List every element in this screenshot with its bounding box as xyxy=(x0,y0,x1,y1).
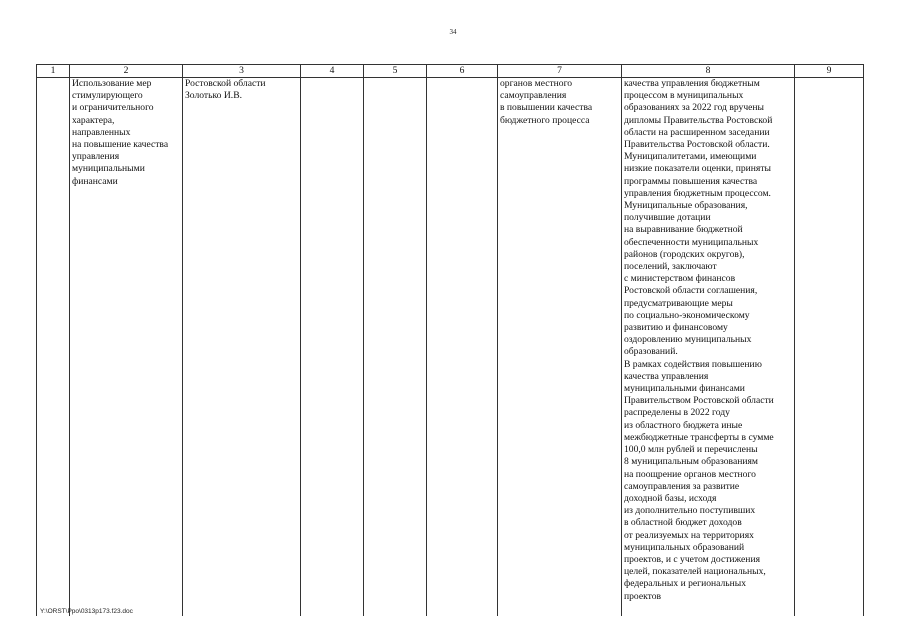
text-line: Использование мер xyxy=(72,78,152,89)
report-table xyxy=(36,64,864,616)
text-line: управления xyxy=(72,151,120,163)
text-line: органов местного xyxy=(500,78,573,89)
text-line: муниципальных образований xyxy=(624,541,745,553)
text-line: обеспеченности муниципальных xyxy=(624,236,759,248)
text-line: получившие дотации xyxy=(624,212,711,224)
text-line: из дополнительно поступивших xyxy=(624,505,756,517)
text-line: качества управления бюджетным xyxy=(624,78,760,89)
cell-implementation-info xyxy=(622,78,795,617)
text-line: поселений, заключают xyxy=(624,261,717,273)
text-line: в повышении качества xyxy=(500,102,593,114)
text-line: на повышение качества xyxy=(72,139,169,151)
text-line: оздоровлению муниципальных xyxy=(624,334,752,346)
column-number-6: 6 xyxy=(427,65,498,78)
cell-col1 xyxy=(37,78,70,617)
text-line: доходной базы, исходя xyxy=(624,492,717,504)
text-line: в областной бюджет доходов xyxy=(624,517,742,529)
text-line: федеральных и региональных xyxy=(624,578,747,590)
cell-expected-result xyxy=(498,78,622,617)
cell-col6 xyxy=(427,78,498,617)
text-line: на поощрение органов местного xyxy=(624,468,756,480)
text-line: распределены в 2022 году xyxy=(624,407,730,419)
text-line: направленных xyxy=(72,126,131,138)
text-line: дипломы Правительства Ростовской xyxy=(624,114,773,126)
cell-col5 xyxy=(364,78,427,617)
text-line: образованиях за 2022 год вручены xyxy=(624,102,764,114)
column-number-2: 2 xyxy=(70,65,183,78)
text-line: развитию и финансовому xyxy=(624,322,728,334)
text-line: от реализуемых на территориях xyxy=(624,529,754,541)
column-number-row xyxy=(37,65,864,78)
column-number-8: 8 xyxy=(622,65,795,78)
text-line: управления бюджетным процессом. xyxy=(624,187,771,199)
text-line: на выравнивание бюджетной xyxy=(624,224,743,236)
text-line: области на расширенном заседании xyxy=(624,126,770,138)
text-line: качества управления xyxy=(624,370,709,382)
text-line: по социально-экономическому xyxy=(624,309,750,321)
text-line: характера, xyxy=(72,114,115,126)
text-line: процессом в муниципальных xyxy=(624,90,744,102)
text-line: В рамках содействия повышению xyxy=(624,358,762,370)
text-line: проектов, и с учетом достижения xyxy=(624,553,760,565)
text-line: проектов xyxy=(624,590,662,602)
text-line: Золотько И.В. xyxy=(185,90,242,102)
text-line: Правительством Ростовской области xyxy=(624,395,774,407)
text-line: самоуправления за развитие xyxy=(624,480,740,492)
column-number-4: 4 xyxy=(301,65,364,78)
text-line: межбюджетные трансферты в сумме xyxy=(624,431,774,443)
text-line: Ростовской области соглашения, xyxy=(624,285,758,297)
text-line: самоуправления xyxy=(500,90,567,102)
text-line: Муниципальные образования, xyxy=(624,200,748,212)
column-number-3: 3 xyxy=(183,65,301,78)
text-line: низкие показатели оценки, приняты xyxy=(624,163,771,175)
text-line: и ограничительного xyxy=(72,102,154,114)
column-number-5: 5 xyxy=(364,65,427,78)
text-line: Ростовской области xyxy=(185,78,266,89)
text-line: муниципальными финансами xyxy=(624,383,745,395)
cell-col4 xyxy=(301,78,364,617)
text-line: с министерством финансов xyxy=(624,273,736,285)
text-line: Муниципалитетами, имеющими xyxy=(624,151,757,163)
page-number: 34 xyxy=(449,28,457,36)
cell-col9 xyxy=(795,78,864,617)
table-row xyxy=(37,78,864,617)
text-line: программы повышения качества xyxy=(624,175,758,187)
text-line: финансами xyxy=(72,175,118,187)
text-line: Правительства Ростовской области. xyxy=(624,139,770,151)
cell-measure-description xyxy=(70,78,183,617)
text-line: стимулирующего xyxy=(72,90,143,102)
text-line: предусматривающие меры xyxy=(624,297,733,309)
text-line: 8 муниципальным образованиям xyxy=(624,456,758,468)
text-line: муниципальными xyxy=(72,163,145,175)
column-number-7: 7 xyxy=(498,65,622,78)
cell-responsible xyxy=(183,78,301,617)
column-number-9: 9 xyxy=(795,65,864,78)
column-number-1: 1 xyxy=(37,65,70,78)
file-path-footer: Y:\ORST\Ppo\0313p173.f23.doc xyxy=(40,608,133,615)
text-line: 100,0 млн рублей и перечислены xyxy=(624,444,758,456)
text-line: из областного бюджета иные xyxy=(624,419,743,431)
text-line: бюджетного процесса xyxy=(500,114,590,126)
text-line: целей, показателей национальных, xyxy=(624,566,766,578)
text-line: образований. xyxy=(624,346,678,358)
text-line: районов (городских округов), xyxy=(624,248,745,260)
